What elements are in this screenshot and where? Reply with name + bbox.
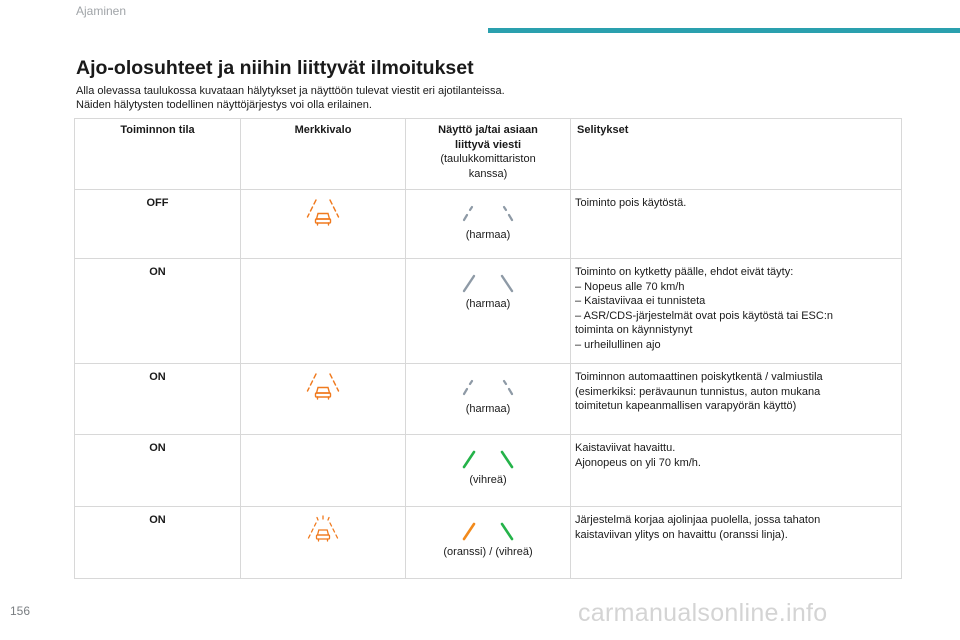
display-cell	[406, 364, 571, 435]
table-row	[75, 190, 902, 259]
display-caption: (harmaa)	[465, 298, 511, 310]
description-cell	[571, 507, 902, 579]
display-cell	[406, 259, 571, 364]
description-line: toiminta on käynnistynyt	[575, 324, 693, 336]
watermark: carmanualsonline.info	[578, 599, 828, 627]
header-display-line-3: (taulukkomittariston	[440, 153, 536, 165]
display-caption: (vihreä)	[469, 474, 507, 486]
header-display-line-4: kanssa)	[468, 167, 508, 180]
display-caption: (oranssi) / (vihreä)	[443, 546, 533, 558]
lane-lines-orange-green-icon	[458, 521, 518, 543]
description-line: – Kaistaviivaa ei tunnisteta	[575, 295, 706, 307]
description-line: toimitetun kapeanmallisen varapyörän käyttö)	[575, 400, 797, 412]
warning-light-cell	[241, 364, 406, 435]
warning-light-cell	[241, 190, 406, 259]
description-cell	[571, 364, 902, 435]
header-warning-light: Merkkivalo	[241, 119, 406, 190]
description-cell	[571, 435, 902, 507]
lane-lines-solid-grey-icon	[458, 273, 518, 295]
display-cell	[406, 435, 571, 507]
lane-lines-dashed-grey-icon	[458, 204, 518, 226]
lane-lines-green-icon	[458, 449, 518, 471]
state-cell: ON	[75, 435, 241, 507]
description-line: (esimerkiksi: perävaunun tunnistus, auton mukana	[575, 385, 821, 398]
description-line: – ASR/CDS-järjestelmät ovat pois käytöstä tai ESC:n	[575, 309, 833, 322]
alert-status-table	[74, 118, 902, 579]
section-accent-bar	[488, 28, 960, 33]
page-number: 156	[10, 604, 31, 618]
lane-car-warning-icon	[305, 198, 341, 226]
lane-car-warning-icon	[305, 372, 341, 400]
display-cell	[406, 507, 571, 579]
page-title: Ajo-olosuhteet ja niihin liittyvät ilmoitukset	[76, 57, 474, 79]
header-display-line-2: liittyvä viesti	[454, 138, 522, 151]
description-cell	[571, 190, 902, 259]
intro-line-2: Näiden hälytysten todellinen näyttöjärjestys voi olla erilainen.	[76, 99, 372, 111]
description-line: Kaistaviivat havaittu.	[575, 442, 676, 454]
header-display	[406, 119, 571, 190]
warning-light-cell	[241, 435, 406, 507]
warning-light-cell	[241, 507, 406, 579]
description-line: Järjestelmä korjaa ajolinjaa puolella, jossa tahaton	[575, 514, 821, 526]
table-row	[75, 364, 902, 435]
description-line: Ajonopeus on yli 70 km/h.	[575, 456, 701, 469]
description-line: – urheilullinen ajo	[575, 338, 661, 351]
lane-car-active-warning-icon	[305, 515, 341, 545]
section-header: Ajaminen	[76, 4, 127, 18]
description-line: Toiminto pois käytöstä.	[575, 197, 687, 209]
header-description: Selitykset	[571, 119, 902, 190]
warning-light-cell	[241, 259, 406, 364]
lane-lines-dashed-grey-icon	[458, 378, 518, 400]
table-row	[75, 259, 902, 364]
state-cell: ON	[75, 364, 241, 435]
table-row	[75, 507, 902, 579]
state-cell: ON	[75, 259, 241, 364]
description-line: – Nopeus alle 70 km/h	[575, 280, 685, 293]
intro-line-1: Alla olevassa taulukossa kuvataan hälytykset ja näyttöön tulevat viestit eri ajotilanteissa.	[76, 85, 505, 97]
description-line: Toiminto on kytketty päälle, ehdot eivät täyty:	[575, 266, 794, 278]
state-cell: OFF	[75, 190, 241, 259]
display-caption: (harmaa)	[465, 403, 511, 415]
header-display-line-1: Näyttö ja/tai asiaan	[438, 124, 538, 136]
table-header-row	[75, 119, 902, 190]
table-row	[75, 435, 902, 507]
display-cell	[406, 190, 571, 259]
description-cell	[571, 259, 902, 364]
intro-text	[76, 84, 505, 112]
display-caption: (harmaa)	[465, 229, 511, 241]
header-state: Toiminnon tila	[75, 119, 241, 190]
state-cell: ON	[75, 507, 241, 579]
description-line: kaistaviivan ylitys on havaittu (oranssi linja).	[575, 528, 788, 541]
description-line: Toiminnon automaattinen poiskytkentä / valmiustila	[575, 371, 823, 383]
